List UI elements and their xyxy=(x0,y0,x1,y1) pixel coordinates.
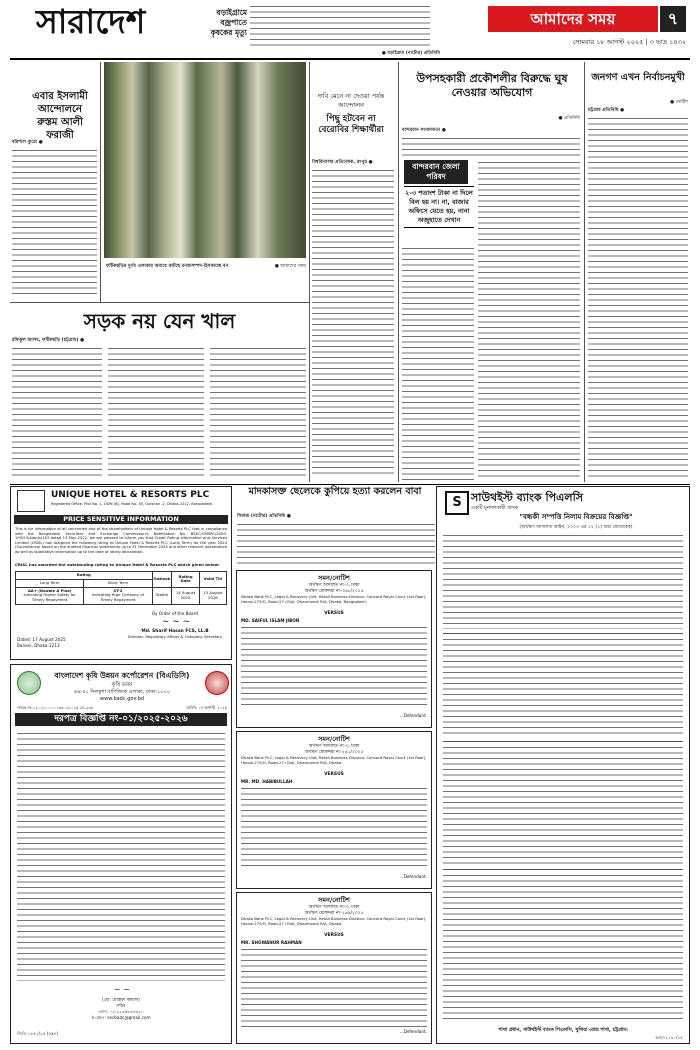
unique-address: Registered Office: Plot No. 1, CWN (B), Road No. 45, Gulshan -2, Dhaka-1212, Bangladesh. xyxy=(51,502,214,506)
notice-defendant: MR. MD. HABIBULLAH xyxy=(241,779,293,784)
court-notice-3 xyxy=(236,892,432,1044)
th-outlook: Outlook xyxy=(152,572,172,588)
badc-url[interactable]: www.badc.gov.bd xyxy=(100,696,144,702)
unique-hotel-ad xyxy=(10,486,232,660)
bank-footer: শাখা প্রধান, সাউথইস্ট ব্যাংক পিএলসি, খুলিয়া রোড শাখা, চট্টগ্রাম। xyxy=(498,1028,628,1033)
southeast-bank-ad xyxy=(436,486,690,1044)
unique-company: UNIQUE HOTEL & RESORTS PLC xyxy=(51,490,210,500)
court-notice-2 xyxy=(236,731,432,889)
td-long-note: Indicating Higher Safety for Timely Repayment xyxy=(23,592,76,603)
notice-versus: VERSUS xyxy=(324,933,344,938)
officer-sidebar: বান্দরবান জেলা পরিষদ xyxy=(404,160,468,184)
election-dateline: চট্টগ্রাম প্রতিনিধি ● xyxy=(588,108,625,113)
td-short xyxy=(84,587,152,604)
rustam-dateline: বরিশাল ব্যুরো ● xyxy=(12,140,43,145)
td-outlook: Stable xyxy=(152,587,172,604)
td-date: 14 August 2025 xyxy=(172,587,199,604)
td-valid: 13 August 2026 xyxy=(199,587,226,604)
notice-court: অর্থঋণ আদালত নং-৩, ঢাকা xyxy=(308,583,360,588)
date-line: সোমবার ১৮ আগস্ট ২০২৫ | ৩ ভাদ্র ১৪৩২ xyxy=(572,38,686,46)
top-story-credit: ● বড়াইগ্রাম (নাটোর) প্রতিনিধি xyxy=(381,51,440,56)
masthead xyxy=(488,6,658,32)
badc-email: ই-মেইল: secbadc@gmail.com xyxy=(91,1015,151,1020)
unique-body: This is for information of all concerned and of the shareholders of Unique Hotel & Resorts PLC that in compliance with the Bangladesh Securities and Exchange Commission's Notification No. BSEC/CMRRC/2009-193/53/Admin/153 dated 13 May 2022, we are pleased to inform you that Credit Rating Information and Services Limited (CRISL) has assigned the following rating to Unique Hotel & Resorts PLC (Long Term) for the year 2024 (Surveillance) based on the audited financial statements up to 31 December 2024 and other relevant quantitative as well as qualitative information up to the date of rating declaration. xyxy=(15,527,227,554)
notice-plaintiff: Dhaka Bank PLC, Legal & Recovery Unit, Retail Business Division: Concord Royal Court (1st floor), House-275/G, Road-27 (Old), Dhanmondi R/A, Dhaka, Bangladesh. xyxy=(241,594,427,604)
badc-contact: ফোন: ০২-২২৩৩৮৩৭৬২০ xyxy=(98,1009,144,1014)
notice-heading: সমন/নোটিশ xyxy=(318,735,350,743)
forest-photo xyxy=(104,62,306,258)
td-short-note: Indicating High Certainty of Timely Repayment xyxy=(91,592,145,603)
notice-tag: ...Defendant. xyxy=(399,874,427,879)
td-short-value: ST-2 xyxy=(113,587,123,593)
unique-sign-label: By Order of the Board xyxy=(152,611,198,616)
td-long xyxy=(16,587,84,604)
bank-subtitle: (অর্থঋণ আদালত আইন, ২০০৩ এর ১২ (১) ধারা মোতাবেক) xyxy=(519,525,633,530)
notice-court: অর্থঋণ আদালত নং-৩, ঢাকা xyxy=(308,905,360,910)
photo-caption: ফটিকছড়ির দুর্গম এলাকায় অবাধে কাটছে বনজসম্পদ-হিসকাচ্ছে বন xyxy=(106,264,229,269)
notice-case: অর্থঋণ মোকদ্দমা নং-২৪১/২০২৫ xyxy=(304,750,364,755)
officer-title: উপসহকারী প্রকৌশলীর বিরুদ্ধে ঘুষ নেওয়ার অভিযোগ xyxy=(416,72,568,99)
notice-tag: ...Defendant. xyxy=(399,713,427,718)
th-valid: Valid Till xyxy=(199,572,226,588)
badc-signature-icon: ~ ~ xyxy=(114,985,130,994)
badc-tender-ad xyxy=(10,664,232,1044)
th-date: Rating Date xyxy=(172,572,199,588)
badc-org: বাংলাদেশ কৃষি উন্নয়ন কর্পোরেশন (বিএডিসি) xyxy=(54,671,190,680)
notice-plaintiff: Dhaka Bank PLC, Legal & Recovery Unit, Retail Business Division: Concord Royal Court (1st floor), House-275/G, Road-27 (Old), Dhanmondi R/A, Dhaka. xyxy=(241,916,427,926)
unique-dated: Dated: 17 August 2025 xyxy=(17,637,66,642)
notice-case: অর্থঋণ মোকদ্দমা নং-১৬৯/২০২৫ xyxy=(304,911,364,916)
badc-title: দরপত্র বিজ্ঞপ্তি নং-০১/২০২৫-২০২৬ xyxy=(15,713,227,726)
notice-versus: VERSUS xyxy=(324,772,344,777)
section-title: সারাদেশ xyxy=(36,2,146,41)
road-byline: রফিকুল আলম, ফটিকছড়ি (চট্টগ্রাম) ● xyxy=(12,338,84,343)
masthead-logo: আমাদের সময় xyxy=(530,10,616,28)
court-notice-1 xyxy=(236,570,432,728)
officer-byline: ● প্রতিনিধি xyxy=(558,116,580,121)
notice-heading: সমন/নোটিশ xyxy=(318,574,350,582)
td-long-value: AA+ (Double A Plus) xyxy=(27,587,72,593)
bank-sub: একটি মুনাফাকারী ব্যাংক xyxy=(471,505,519,511)
rustam-title: এবার ইসলামী আন্দোলনে রুস্তম আলী ফরাজী xyxy=(32,91,88,141)
unique-logo-icon xyxy=(17,490,45,512)
students-title: পিছু হটবেন না বেরোবির শিক্ষার্থীরা xyxy=(318,114,384,135)
students-kicker: দাবি মেনে না দেওয়া পর্যন্ত আন্দোলন xyxy=(317,92,385,109)
bank-title: "বন্ধকী সম্পত্তি নিলাম বিক্রয়ের বিজ্ঞপ্তি" xyxy=(519,513,633,521)
unique-rating-table xyxy=(15,571,227,605)
road-title: সড়ক নয় যেন খাল xyxy=(83,309,236,333)
notice-defendant: MR. SHOWANUR RAHMAN xyxy=(241,940,302,945)
notice-case: অর্থঋণ মোকদ্দমা নং-৩৬৮/২০২৫ xyxy=(304,589,364,594)
notice-heading: সমন/নোটিশ xyxy=(318,896,350,904)
page-number: ৭ xyxy=(660,6,686,32)
bank-footer-code: আমা-২১৯০/২৫ xyxy=(655,1035,683,1040)
election-byline: ● নোটিশ xyxy=(670,100,688,105)
top-story-title: বড়াইগ্রামে বজ্রপাতে কৃষকের মৃত্যু xyxy=(210,8,247,37)
officer-pullquote: ২-৩ শতাংশ টাকা না দিলে বিল হয় না। না, বাজার অফিসে যেতে হয়, নানা অজুহাতে দেখান xyxy=(404,186,474,228)
unique-signatory-title: Director- Regulatory Affairs & Company Secretary xyxy=(127,634,223,639)
photo-credit: ● আমাদের সময় xyxy=(274,264,306,269)
th-long: Long Term xyxy=(16,579,84,587)
badc-gov-logo-icon xyxy=(205,671,229,695)
th-short: Short Term xyxy=(84,579,152,587)
badc-address: ৪৯-৫১ দিলকুশা বাণিজ্যিক এলাকা, ঢাকা-১০০০ xyxy=(74,689,170,695)
badc-logo-icon xyxy=(17,671,41,695)
badc-signatory: (মো: মোস্তফা কামাল) xyxy=(102,998,140,1003)
murder-dateline: সিরাজ (নাটোর) প্রতিনিধি ● xyxy=(237,514,291,519)
election-title: জনগণ এখন নির্বাচনমুখী xyxy=(591,72,685,83)
unique-signatory: Md. Sharif Hasan FCS, LL.B xyxy=(141,629,209,634)
th-rating: Rating xyxy=(16,572,153,580)
notice-plaintiff: Dhaka Bank PLC, Legal & Recovery Unit, Retail Business Division: Concord Royal Court (1st floor), House-275/G, Road-27 (Old), Dhanmondi R/A, Dhaka. xyxy=(241,755,427,765)
unique-subhead: CRISL has awarded the outstanding rating to Unique Hotel & Resorts PLC which given below: xyxy=(15,562,220,567)
badc-designation: সচিব xyxy=(116,1004,126,1009)
badc-memo: স্মারক নং-১২.০২.০০০০.১৩৪.০৯.০২৫.২৫-২৩৪ xyxy=(17,705,94,710)
badc-footer-code: জিডি-১৮৫২/২৫ (৪x৪) xyxy=(17,1031,58,1036)
badc-sub: কৃষি ভবন xyxy=(111,682,133,688)
notice-court: অর্থঋণ আদালত নং-৩, ঢাকা xyxy=(308,744,360,749)
murder-title: মাদকাসক্ত ছেলেকে কুপিয়ে হত্যা করলেন বাবা xyxy=(248,486,422,497)
notice-defendant: MD. SAIFUL ISLAM JIBON xyxy=(241,618,300,623)
notice-versus: VERSUS xyxy=(324,611,344,616)
bank-name: সাউথইস্ট ব্যাংক পিএলসি xyxy=(471,491,584,504)
unique-signature-icon: ~ ~ ~ xyxy=(161,617,191,627)
unique-place: Banani, Dhaka-1213 xyxy=(17,643,60,648)
unique-banner: PRICE SENSITIVE INFORMATION xyxy=(14,515,228,524)
badc-memo-date: তারিখ: ১৭ আগস্ট, ২০২৫ xyxy=(186,705,227,710)
officer-dateline: বান্দরবান সংবাদদাতা ● xyxy=(402,128,446,133)
bank-logo-icon: S xyxy=(445,491,469,515)
notice-tag: ...Defendant. xyxy=(399,1029,427,1034)
students-dateline: বিশ্ববিদ্যালয় প্রতিবেদক, রংপুর ● xyxy=(312,160,373,165)
